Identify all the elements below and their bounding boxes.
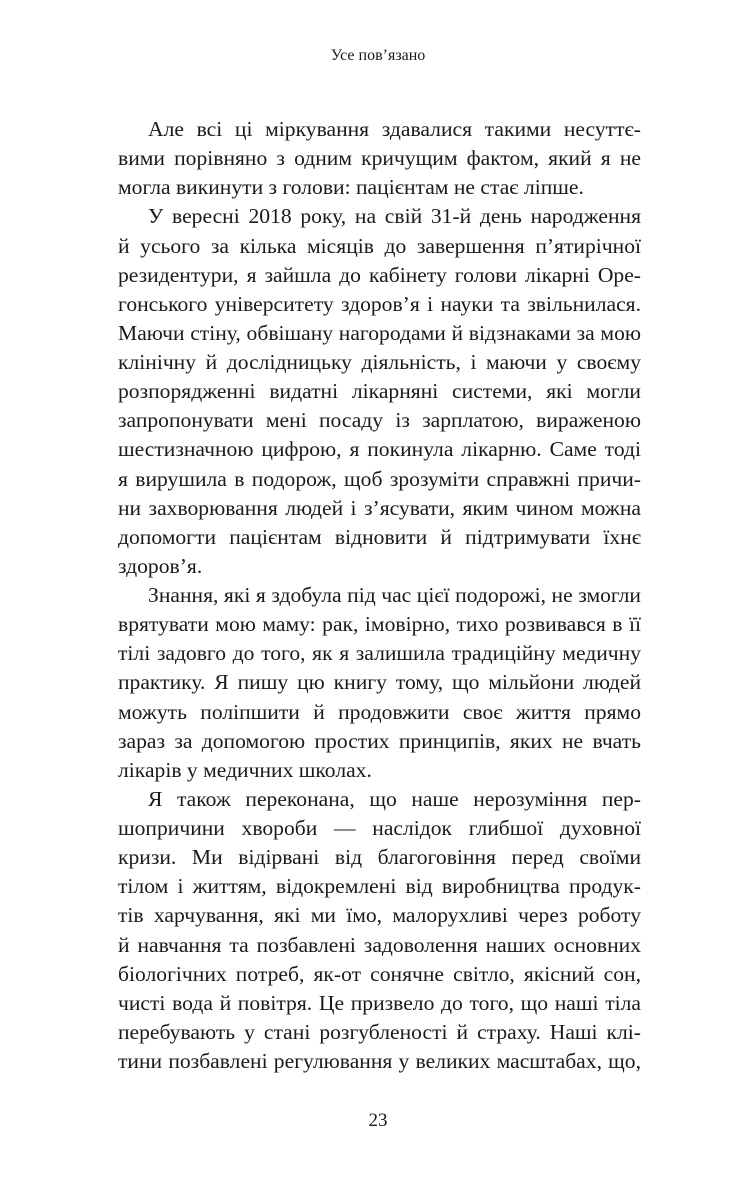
text-line: Я також переконана, що наше нерозуміння пер-: [148, 786, 641, 811]
body-text: [118, 115, 641, 1076]
running-header: Усе пов’язано: [330, 47, 426, 64]
text-line: врятувати мою маму: рак, імовірно, тихо розвивався в її: [118, 612, 641, 637]
text-line: Знання, які я здобула під час цієї подорожі, не змогли: [148, 583, 641, 607]
text-line: й навчання та позбавлені задоволення наших основних: [118, 932, 641, 957]
text-line: чисті вода й повітря. Це призвело до того, що наші тіла: [118, 990, 641, 1015]
text-line: здоров’я.: [118, 553, 203, 578]
text-line: могла викинути з голови: пацієнтам не стає ліпше.: [118, 175, 584, 200]
text-line: розпорядженні видатні лікарняні системи, які могли: [118, 379, 641, 404]
text-line: шопричини хвороби — наслідок глибшої духовної: [118, 816, 641, 840]
text-line: запропонувати мені посаду із зарплатою, вираженою: [118, 408, 641, 433]
text-line: Маючи стіну, обвішану нагородами й відзнаками за мою: [118, 320, 641, 345]
text-line: тини позбавлені регулювання у великих масштабах, що,: [118, 1049, 641, 1073]
paragraph: [118, 202, 641, 581]
text-line: кризи. Ми відірвані від благоговіння перед своїми: [118, 845, 641, 870]
text-line: тілом і життям, відокремлені від виробництва продук-: [118, 874, 641, 899]
text-line: вими порівняно з одним кричущим фактом, який я не: [118, 146, 641, 171]
text-line: Але всі ці міркування здавалися такими несуттє-: [148, 117, 641, 141]
text-line: гонського університету здоров’я і науки та звільнилася.: [118, 291, 641, 316]
text-line: перебувають у стані розгубленості й страху. Наші клі-: [118, 1019, 641, 1044]
text-line: можуть поліпшити й продовжити своє життя прямо: [118, 699, 641, 724]
text-line: резидентури, я зайшла до кабінету голови лікарні Оре-: [118, 262, 641, 287]
text-line: тів харчування, які ми їмо, малорухливі через роботу: [118, 903, 641, 928]
text-line: клінічну й дослідницьку діяльність, і маючи у своєму: [118, 350, 641, 374]
paragraph: [118, 115, 641, 202]
text-line: біологічних потреб, як-от сонячне світло, якісний сон,: [118, 961, 641, 986]
paragraph: [118, 581, 641, 785]
text-line: У вересні 2018 року, на свій 31-й день народження: [148, 204, 641, 229]
text-line: я вирушила в подорож, щоб зрозуміти справжні причи-: [118, 466, 641, 491]
text-line: практику. Я пишу цю книгу тому, що мільйони людей: [118, 670, 641, 695]
text-line: ни захворювання людей і з’ясувати, яким чином можна: [118, 495, 641, 520]
text-line: тілі задовго до того, як я залишила традиційну медичну: [118, 641, 641, 666]
text-line: зараз за допомогою простих принципів, яких не вчать: [118, 728, 641, 753]
text-line: лікарів у медичних школах.: [118, 757, 372, 782]
text-line: допомогти пацієнтам відновити й підтримувати їхнє: [118, 524, 641, 549]
page-number: 23: [368, 1110, 388, 1131]
text-line: й усього за кілька місяців до завершення п’ятирічної: [118, 233, 641, 258]
paragraph: [118, 785, 641, 1076]
text-line: шестизначною цифрою, я покинула лікарню. Саме тоді: [118, 437, 641, 462]
